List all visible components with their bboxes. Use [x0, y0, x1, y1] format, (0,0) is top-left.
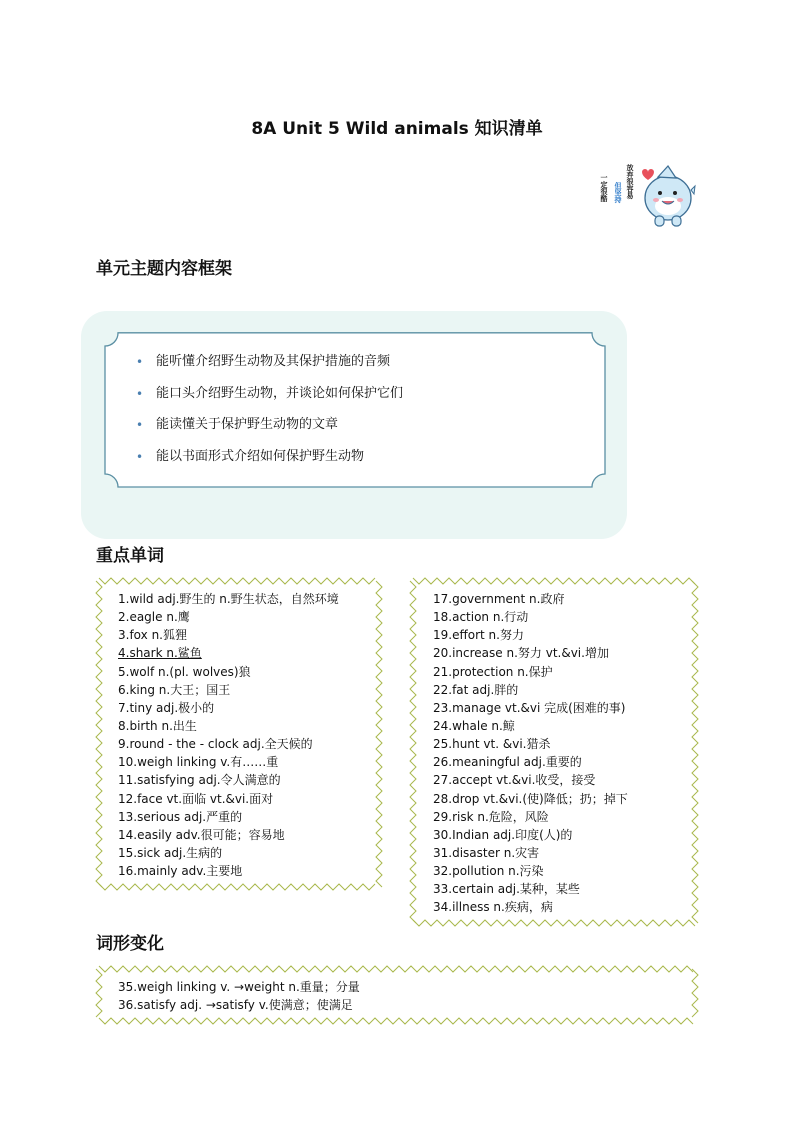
- section-heading-forms: 词形变化: [96, 934, 164, 954]
- word-item: 3.fox n.狐狸: [118, 628, 187, 643]
- word-item: 8.birth n.出生: [118, 718, 197, 733]
- word-item: 5.wolf n.(pl. wolves)狼: [118, 664, 251, 679]
- bullet-icon: •: [136, 386, 144, 401]
- forms-list: [118, 978, 360, 1014]
- word-item: 17.government n.政府: [433, 592, 565, 606]
- bullet-icon: •: [136, 355, 144, 369]
- goal-item: • 能读懂关于保护野生动物的文章: [136, 417, 339, 432]
- form-item: 36.satisfy adj. →satisfy v.使满意；使满足: [118, 998, 353, 1013]
- word-item: 10.weigh linking v.有……重: [118, 755, 279, 770]
- word-item: 6.king n.大王；国王: [118, 682, 231, 697]
- form-item: 35.weigh linking v. →weight n.重量；分量: [118, 980, 360, 994]
- word-item: 29.risk n.危险，风险: [433, 809, 549, 824]
- goal-item: • 能以书面形式介绍如何保护野生动物: [136, 448, 365, 464]
- word-item: 31.disaster n.灾害: [433, 845, 540, 860]
- word-item: 7.tiny adj.极小的: [118, 700, 215, 715]
- word-item: 27.accept vt.&vi.收受，接受: [433, 773, 596, 788]
- sticker-text-left: 一定很酷: [600, 174, 608, 202]
- word-item: 22.fat adj.胖的: [433, 682, 519, 697]
- section-heading-framework: 单元主题内容框架: [96, 259, 232, 279]
- word-item: 33.certain adj.某种，某些: [433, 882, 580, 897]
- word-item: 20.increase n.努力 vt.&vi.增加: [433, 646, 609, 661]
- words-left-list: [118, 590, 339, 880]
- goal-item: • 能听懂介绍野生动物及其保护措施的音频: [136, 354, 391, 369]
- bullet-icon: •: [136, 449, 144, 464]
- word-item: 25.hunt vt. &vi.猎杀: [433, 737, 551, 752]
- shark-mascot-sticker: [596, 160, 696, 232]
- word-item: 24.whale n.鲸: [433, 718, 515, 733]
- word-item: 14.easily adv.很可能；容易地: [118, 827, 285, 842]
- word-item: 21.protection n.保护: [433, 664, 553, 679]
- goals-list: [136, 354, 403, 480]
- word-item: 16.mainly adv.主要地: [118, 864, 243, 879]
- word-item: 30.Indian adj.印度(人)的: [433, 827, 573, 842]
- word-item: 2.eagle n.鹰: [118, 610, 190, 625]
- word-item: 4.shark n.鲨鱼: [118, 646, 202, 661]
- section-heading-words: 重点单词: [96, 546, 164, 566]
- word-item: 23.manage vt.&vi 完成(困难的事): [433, 700, 626, 715]
- word-item: 9.round - the - clock adj.全天候的: [118, 737, 313, 752]
- word-item: 12.face vt.面临 vt.&vi.面对: [118, 791, 274, 806]
- word-item: 18.action n.行动: [433, 610, 529, 625]
- page-title: 8A Unit 5 Wild animals 知识清单: [251, 119, 543, 139]
- word-item: 28.drop vt.&vi.(使)降低；扔；掉下: [433, 791, 628, 806]
- word-item: 15.sick adj.生病的: [118, 845, 223, 860]
- bullet-icon: •: [136, 418, 144, 432]
- word-item: 19.effort n.努力: [433, 628, 524, 643]
- heart-icon: [642, 169, 654, 180]
- word-item: 26.meaningful adj.重要的: [433, 755, 582, 770]
- word-item: 32.pollution n.污染: [433, 864, 544, 879]
- sticker-text-right: 放弃很容易: [626, 164, 634, 199]
- sticker-text-mid: 但坚持: [614, 182, 622, 203]
- word-item: 11.satisfying adj.令人满意的: [118, 773, 281, 788]
- word-item: 13.serious adj.严重的: [118, 809, 243, 824]
- words-right-list: [433, 590, 628, 917]
- word-item: 1.wild adj.野生的 n.野生状态，自然环境: [118, 592, 339, 606]
- word-item: 34.illness n.疾病，病: [433, 900, 553, 915]
- goal-item: • 能口头介绍野生动物，并谈论如何保护它们: [136, 385, 404, 401]
